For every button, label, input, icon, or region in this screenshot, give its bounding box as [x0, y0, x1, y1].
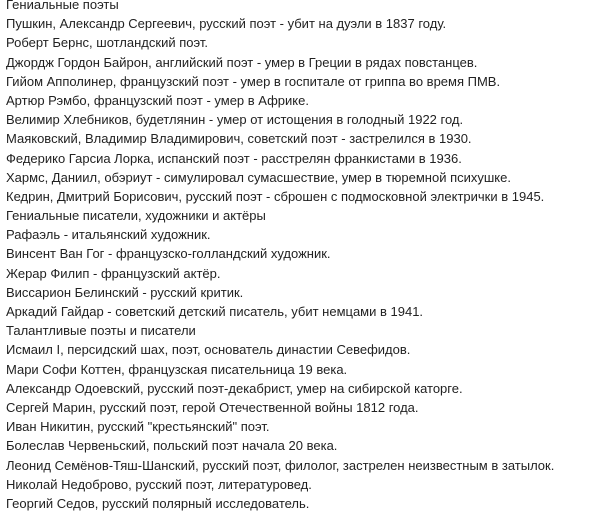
text-block	[6, 0, 613, 513]
text-line: Иван Никитин, русский "крестьянский" поэт.	[6, 419, 270, 435]
text-line: Виссарион Белинский - русский критик.	[6, 284, 244, 300]
text-line: Велимир Хлебников, будетлянин - умер от истощения в голодный 1922 год.	[6, 112, 464, 128]
text-line: Исмаил I, персидский шах, поэт, основатель династии Севефидов.	[6, 342, 411, 358]
text-line: Александр Одоевский, русский поэт-декабрист, умер на сибирской каторге.	[6, 380, 463, 396]
text-line: Артюр Рэмбо, французский поэт - умер в Африке.	[6, 92, 309, 108]
text-line: Кедрин, Дмитрий Борисович, русский поэт - сброшен с подмосковной электрички в 1945.	[6, 188, 545, 204]
section-heading-genius-poets: Гениальные поэты	[6, 0, 119, 12]
section-heading-talented-poets: Талантливые поэты и писатели	[6, 323, 196, 339]
text-line: Леонид Семёнов-Тяш-Шанский, русский поэт, филолог, застрелен неизвестным в затылок.	[6, 457, 555, 473]
text-line: Хармс, Даниил, обэриут - симулировал сумасшествие, умер в тюремной психушке.	[6, 169, 511, 185]
text-line: Мари Софи Коттен, французская писательница 19 века.	[6, 361, 348, 377]
text-line: Георгий Седов, русский полярный исследователь.	[6, 495, 310, 511]
text-line: Жерар Филип - французский актёр.	[6, 265, 221, 281]
text-line: Винсент Ван Гог - французско-голландский художник.	[6, 246, 331, 262]
text-line: Болеслав Червеньский, польский поэт начала 20 века.	[6, 438, 338, 454]
text-line: Роберт Бернс, шотландский поэт.	[6, 35, 208, 51]
text-line: Гийом Апполинер, французский поэт - умер в госпитале от гриппа во время ПМВ.	[6, 73, 501, 89]
text-line: Николай Недоброво, русский поэт, литературовед.	[6, 476, 312, 492]
text-line: Рафаэль - итальянский художник.	[6, 227, 211, 243]
section-heading-genius-writers: Гениальные писатели, художники и актёры	[6, 208, 266, 224]
text-line: Сергей Марин, русский поэт, герой Отечественной войны 1812 года.	[6, 399, 419, 415]
text-line: Маяковский, Владимир Владимирович, советский поэт - застрелился в 1930.	[6, 131, 472, 147]
text-line: Пушкин, Александр Сергеевич, русский поэт - убит на дуэли в 1837 году.	[6, 16, 447, 32]
text-line: Аркадий Гайдар - советский детский писатель, убит немцами в 1941.	[6, 304, 424, 319]
text-line: Джордж Гордон Байрон, английский поэт - умер в Греции в рядах повстанцев.	[6, 54, 478, 70]
text-line: Федерико Гарсиа Лорка, испанский поэт - расстрелян франкистами в 1936.	[6, 150, 462, 166]
